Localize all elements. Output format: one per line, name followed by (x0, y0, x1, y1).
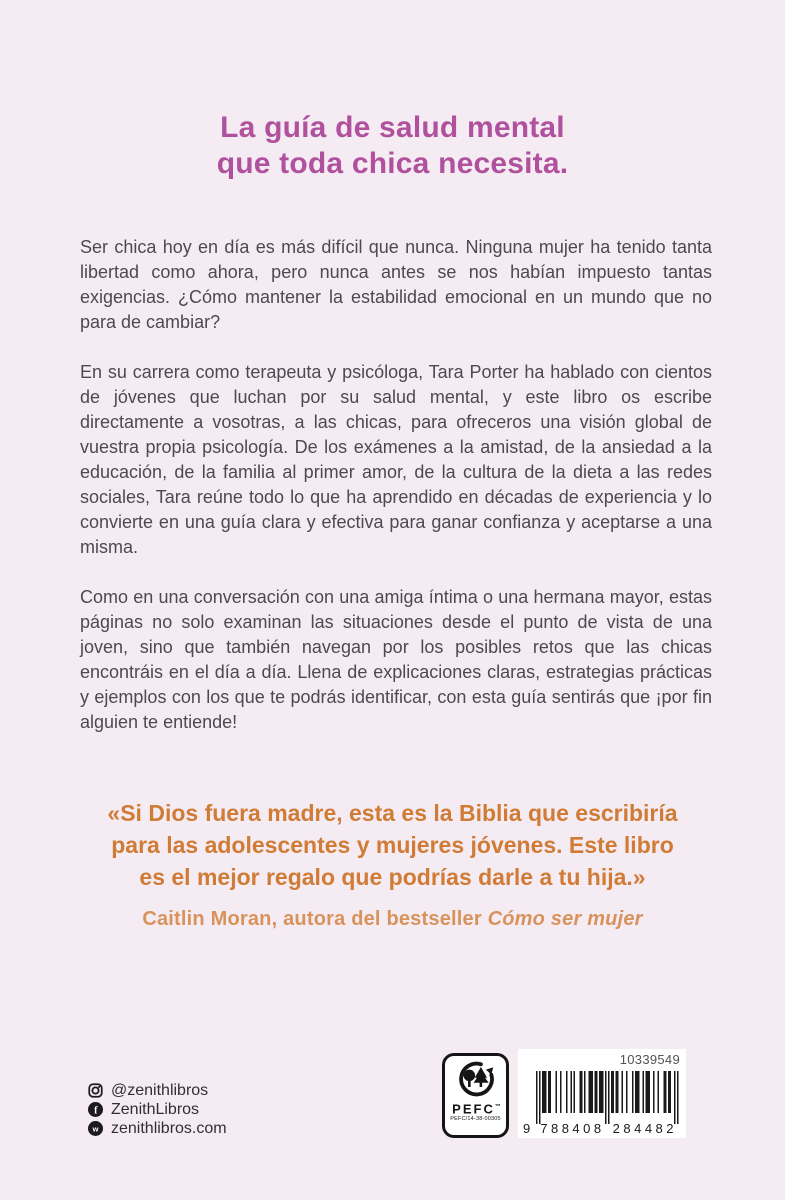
ean-group2: 284482 (612, 1121, 678, 1136)
pefc-logo-icon (457, 1060, 494, 1097)
social-handle: zenithlibros.com (111, 1119, 227, 1137)
social-row-instagram (88, 1081, 227, 1100)
trademark-symbol: ™ (494, 1104, 501, 1110)
synopsis (80, 235, 712, 760)
instagram-icon (88, 1083, 103, 1098)
social-handle: ZenithLibros (111, 1100, 200, 1118)
ean-prefix: 9 (523, 1121, 531, 1136)
barcode-top-number: 10339549 (619, 1052, 680, 1067)
facebook-icon (88, 1102, 103, 1117)
attribution-text: Caitlin Moran, autora del bestseller (142, 908, 488, 930)
social-row-web (88, 1119, 227, 1138)
pefc-license-number: PEFC/14-38-00305 (450, 1116, 501, 1123)
synopsis-paragraph-3: Como en una conversación con una amiga íntima o una hermana mayor, estas páginas no solo examinan las situaciones desde el punto de vista de una joven, sino que también navegan por los posibles retos que las chicas encontráis en el día a día. Llena de explicaciones claras, estrategias prácticas y ejemplos con los que te podrás identificar, con esta guía sentirás que ¡por fin alguien te entiende! (80, 587, 712, 732)
review-quote (0, 797, 785, 893)
synopsis-paragraph-1: Ser chica hoy en día es más difícil que nunca. Ninguna mujer ha tenido tanta libertad como ahora, pero nunca antes se nos habían impuesto tantas exigencias. ¿Cómo mantener la estabilidad emocional en un mundo que no para de cambiar? (80, 237, 712, 332)
title-line: que toda chica necesita. (216, 147, 569, 180)
quote-line: es el mejor regalo que podrías darle a tu hija.» (139, 864, 646, 890)
quote-line: «Si Dios fuera madre, esta es la Biblia que escribiría (107, 800, 678, 826)
barcode-ean-number (523, 1121, 677, 1136)
pefc-label (442, 1053, 509, 1138)
synopsis-paragraph-2: En su carrera como terapeuta y psicóloga, Tara Porter ha hablado con cientos de jóvenes que luchan por su salud mental, y este libro os escribe directamente a vosotras, a las chicas, para ofreceros una visión global de vuestra propia psicología. De los exámenes a la amistad, de la ansiedad a la educación, de la familia al primer amor, de la cultura de la dieta a las redes sociales, Tara reúne todo lo que ha aprendido en décadas de experiencia y lo convierte en una guía clara y efectiva para ganar confianza y aceptarse a una misma. (80, 362, 712, 557)
social-row-facebook (88, 1100, 227, 1119)
svg-text:w: w (92, 1124, 99, 1134)
globe-icon (88, 1121, 103, 1136)
page-title (0, 110, 785, 182)
barcode (518, 1049, 686, 1138)
pefc-name: PEFC™ (452, 1101, 501, 1117)
title-line: La guía de salud mental (220, 111, 565, 144)
quote-attribution (0, 908, 785, 931)
social-handle: @zenithlibros (111, 1081, 209, 1099)
barcode-bars (536, 1071, 679, 1124)
social-links (88, 1081, 227, 1138)
quote-line: para las adolescentes y mujeres jóvenes. Este libro (111, 832, 674, 858)
ean-group1: 788408 (540, 1121, 605, 1136)
book-title-reference: Cómo ser mujer (487, 908, 643, 930)
svg-text:f: f (94, 1105, 98, 1117)
